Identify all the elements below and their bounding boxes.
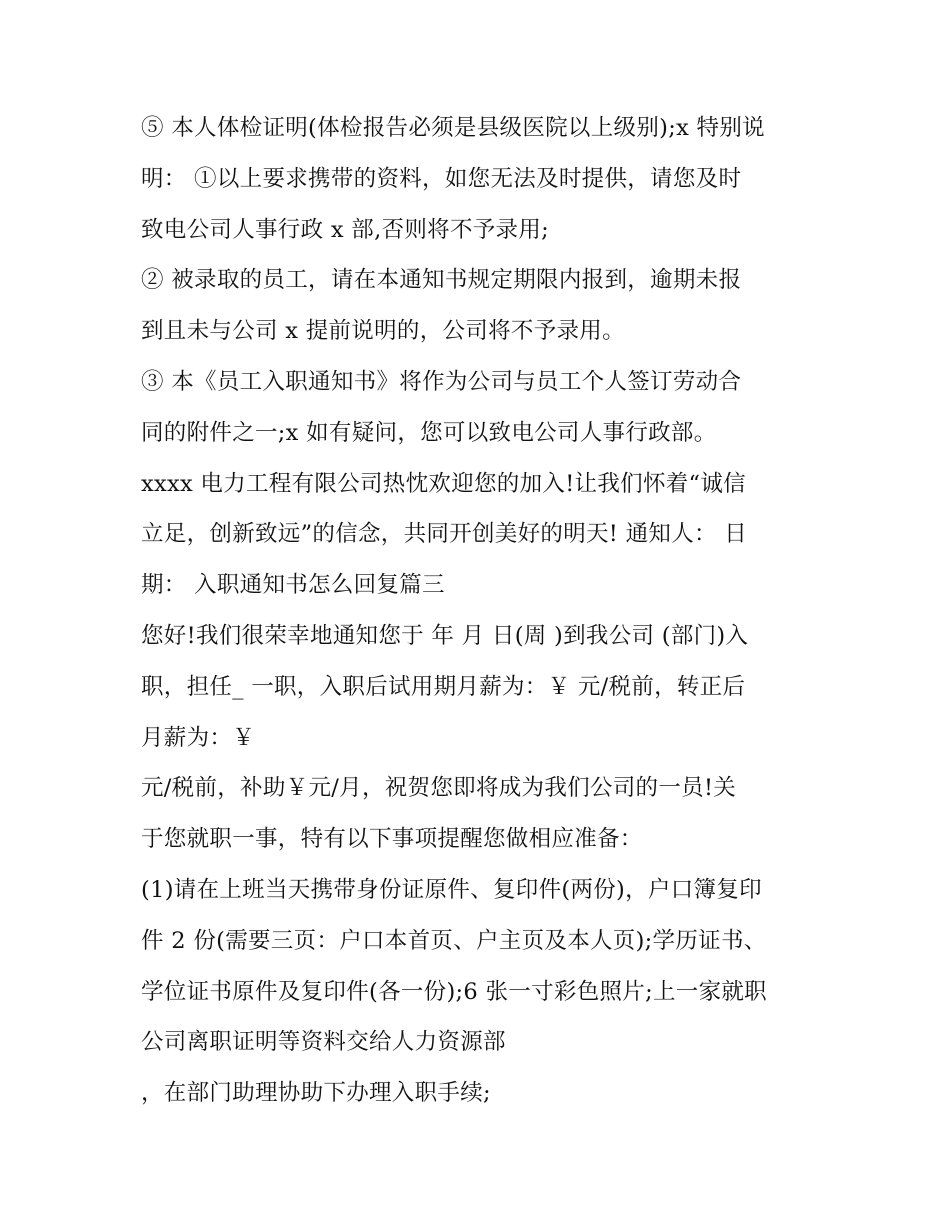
text-line: ⑤ 本人体检证明(体检报告必须是县级医院以上级别);x 特别说 <box>141 115 765 141</box>
text-line: ③ 本《员工入职通知书》将作为公司与员工个人签订劳动合 <box>141 368 742 395</box>
text-line: 您好!我们很荣幸地通知您于 年 月 日(周 )到我公司 (部门)入 <box>141 622 749 649</box>
text-line: 同的附件之一;x 如有疑问，您可以致电公司人事行政部。 <box>141 419 717 446</box>
text-line: 件 2 份(需要三页：户口本首页、户主页及本人页);学历证书、 <box>141 927 767 954</box>
text-line: ，在部门助理协助下办理入职手续; <box>141 1080 491 1107</box>
text-line: 到且未与公司 x 提前说明的，公司将不予录用。 <box>141 318 625 345</box>
text-line: 立足，创新致远”的信念，共同开创美好的明天! 通知人： 日 <box>141 521 748 548</box>
text-line: 于您就职一事，特有以下事项提醒您做相应准备： <box>141 826 643 853</box>
text-line: (1)请在上班当天携带身份证原件、复印件(两份)，户口簿复印 <box>141 876 762 903</box>
text-line: 期： 入职通知书怎么回复篇三 <box>141 572 445 599</box>
text-line: 月薪为：￥ <box>141 724 256 751</box>
text-line: 元/税前，补助￥元/月，祝贺您即将成为我们公司的一员!关 <box>141 775 737 802</box>
text-line: ② 被录取的员工，请在本通知书规定期限内报到，逾期未报 <box>141 267 742 294</box>
text-line: 学位证书原件及复印件(各一份);6 张一寸彩色照片;上一家就职 <box>141 978 767 1005</box>
text-line: xxxx 电力工程有限公司热忱欢迎您的加入!让我们怀着“诚信 <box>141 470 746 497</box>
text-line: 致电公司人事行政 x 部,否则将不予录用; <box>141 216 550 243</box>
text-line: 职，担任_ 一职，入职后试用期月薪为：￥ 元/税前，转正后 <box>141 673 746 700</box>
text-line: 明： ①以上要求携带的资料，如您无法及时提供，请您及时 <box>141 165 742 192</box>
document-body <box>141 103 821 1119</box>
text-line: 公司离职证明等资料交给人力资源部 <box>141 1029 506 1056</box>
